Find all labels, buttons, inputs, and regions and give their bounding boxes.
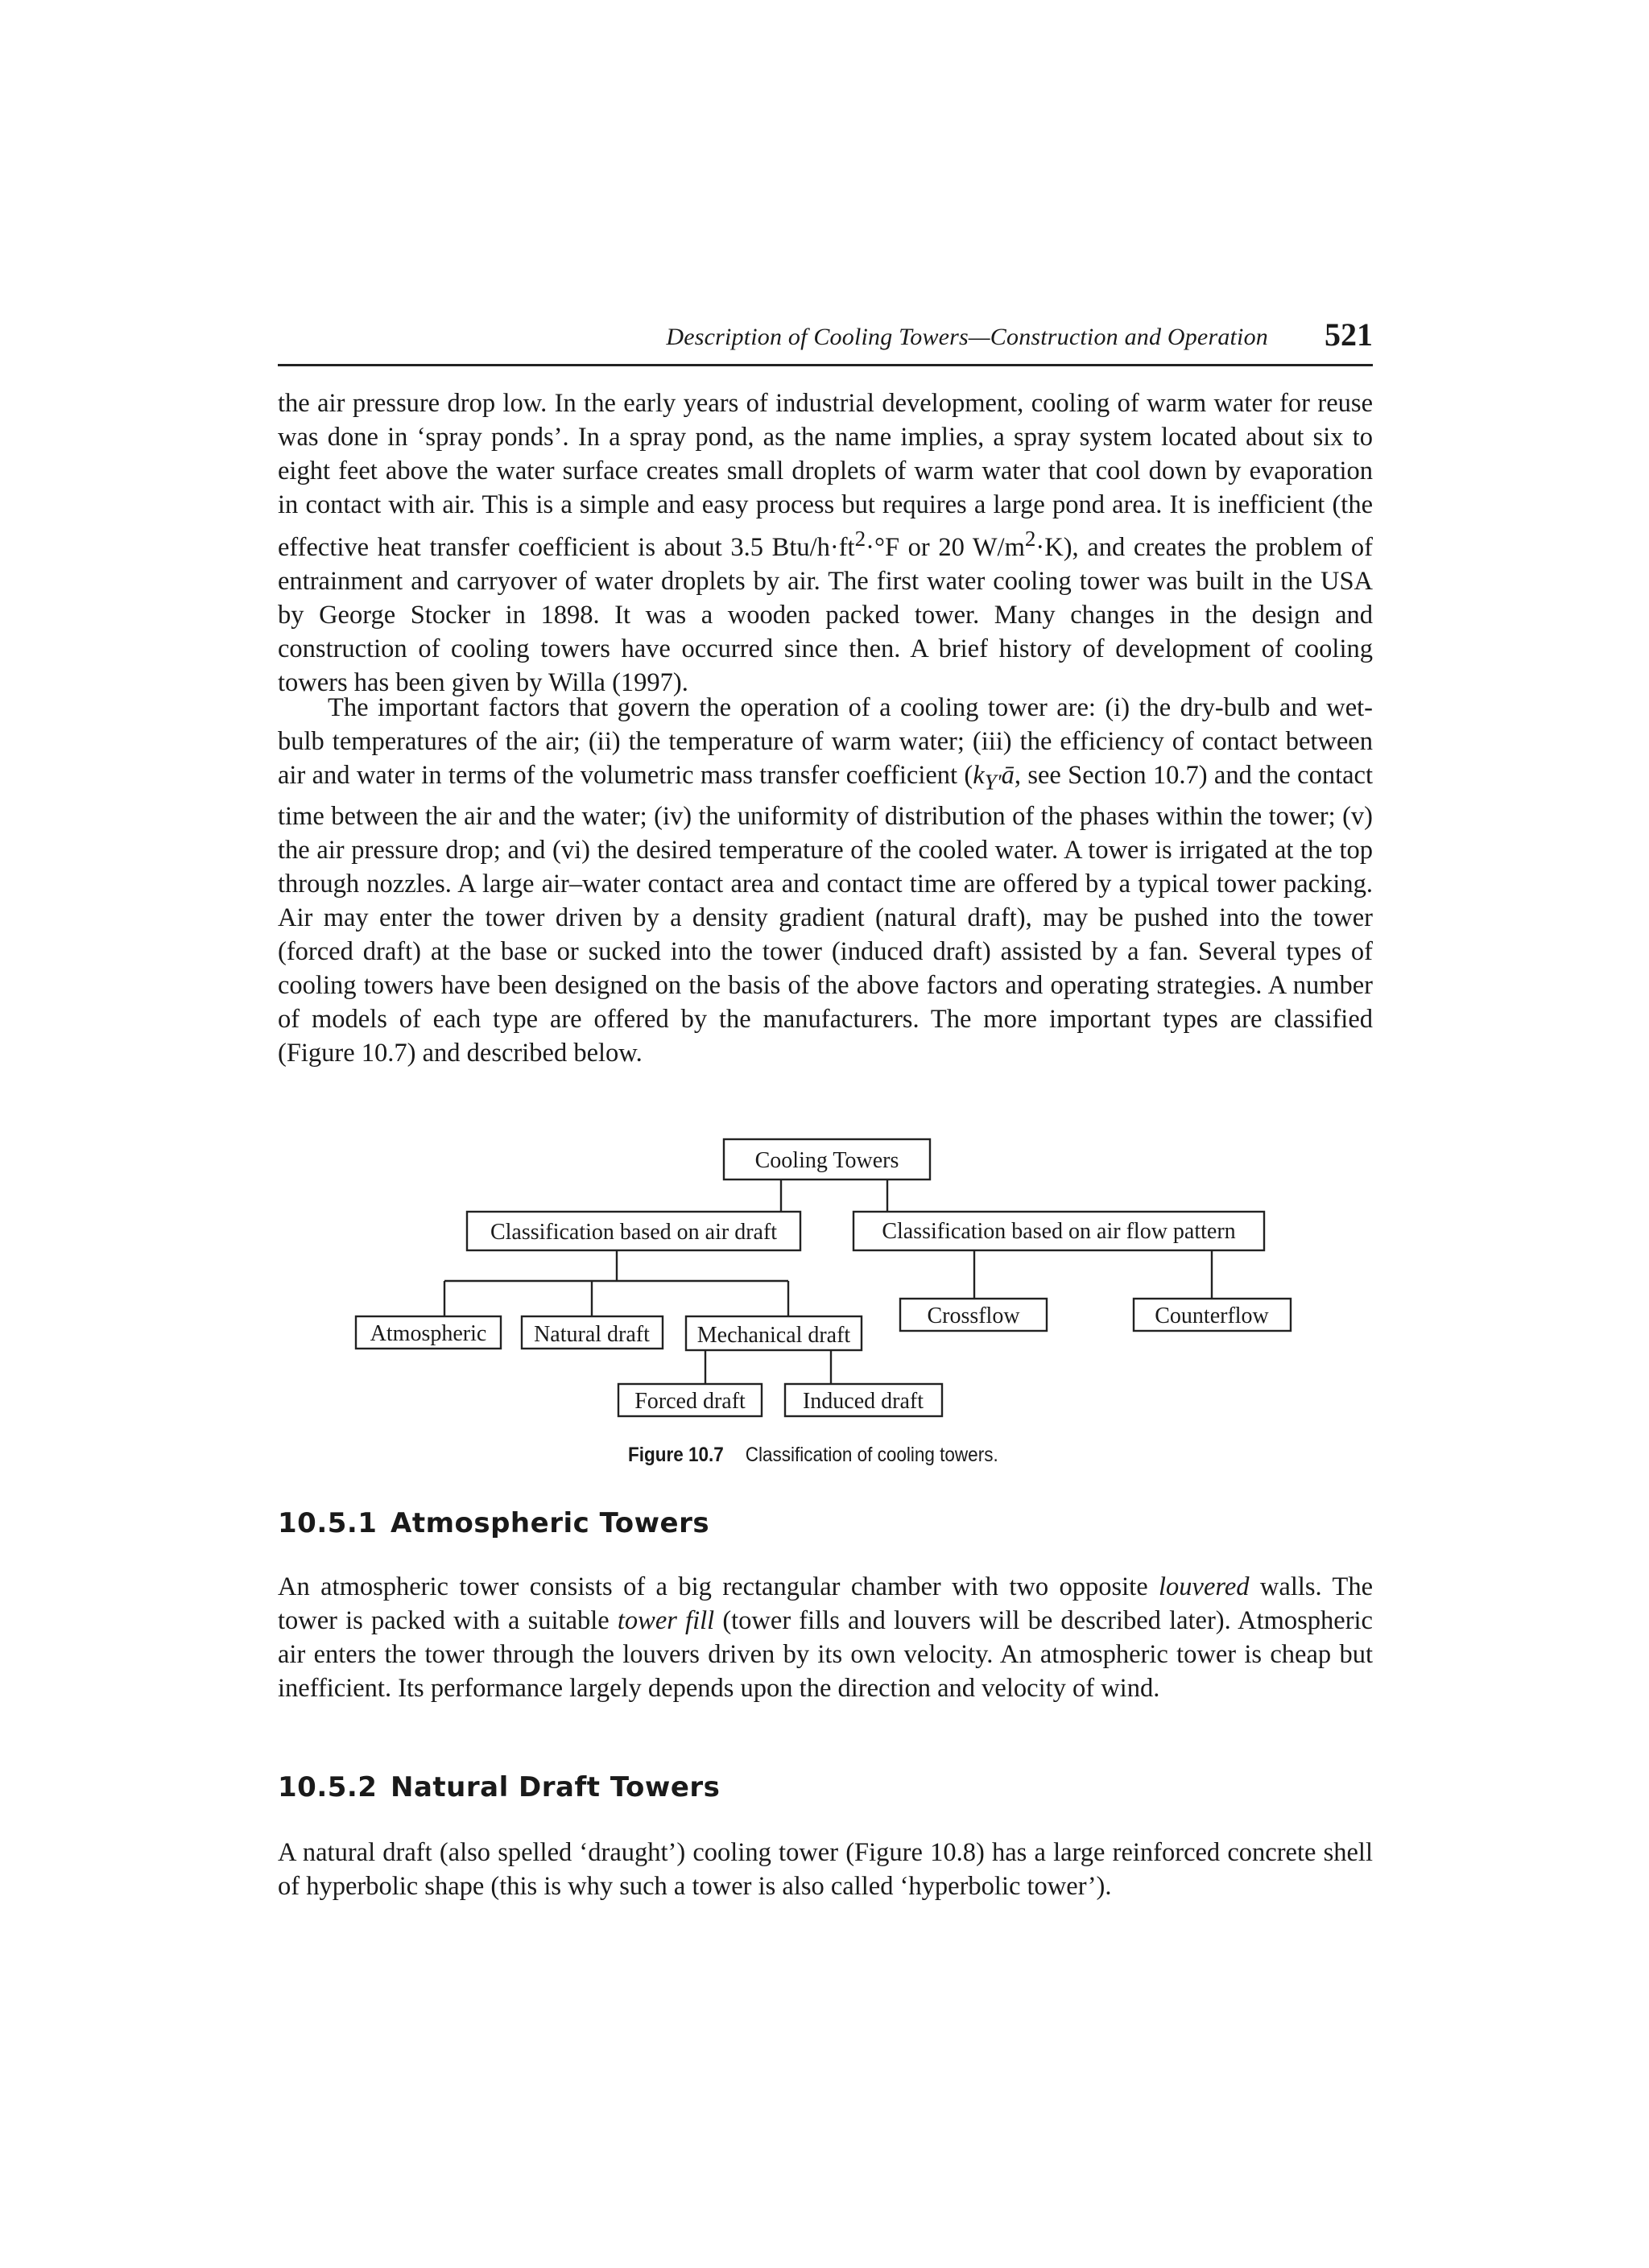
svg-text:Crossflow: Crossflow <box>927 1303 1020 1328</box>
figure-caption-text: Classification of cooling towers. <box>745 1444 998 1466</box>
math-abar: ā <box>1001 761 1015 790</box>
running-title: Description of Cooling Towers—Construction and Operation <box>666 324 1268 350</box>
section-number: 10.5.2 <box>278 1771 378 1803</box>
section-heading-atmospheric <box>278 1507 709 1539</box>
paragraph-spray-ponds: the air pressure drop low. In the early years of industrial development, cooling of warm water for reuse was done in ‘spray ponds’. In a spray pond, as the name implies, a spray system located about six to eight feet above the water surface creates small droplets of warm water that cool down by evaporation in contact with air. This is a simple and easy process but requires a large pond area. It is inefficient (the effective heat transfer coefficient is about 3.5 Btu/$h\cdot ft^2\cdot^\circ F$ or 20 $W/m^2\cdot K$), and creates the problem of entrainment and carryover of water droplets by air. The first water cooling tower was built in the USA by George Stocker in 1898. It was a wooden packed tower. Many changes in the design and construction of cooling towers have occurred since then. A brief history of development of cooling towers has been given by Willa (1997). <box>278 389 1373 697</box>
svg-text:Mechanical draft: Mechanical draft <box>696 1323 851 1348</box>
section-heading-natural-draft <box>278 1771 720 1803</box>
node-induced-draft <box>785 1384 942 1416</box>
node-classification-air-flow <box>853 1212 1264 1250</box>
paragraph-operation-factors: The important factors that govern the operation of a cooling tower are: (i) the dry-bulb and wet-bulb temperatures of the air; (ii) the temperature of warm water; (iii) the efficiency of contact between air and water in terms of the volumetric mass transfer coefficient ($k_{Y'}ā$, see Section 10.7) and the contact time between the air and the water; (iv) the uniformity of distribution of the phases within the tower; (v) the air pressure drop; and (vi) the desired temperature of the cooled water. A tower is irrigated at the top through nozzles. A large air–water contact area and contact time are offered by a typical tower packing. Air may enter the tower driven by a density gradient (natural draft), may be pushed into the tower (forced draft) at the base or sucked into the tower (induced draft) assisted by a fan. Several types of cooling towers have been designed on the basis of the above factors and operating strategies. A number of models of each type are offered by the manufacturers. The more important types are classified (Figure 10.7) and described below. <box>278 693 1373 1068</box>
svg-text:Forced draft: Forced draft <box>634 1389 746 1414</box>
svg-text:Classification based on air fl: Classification based on air flow pattern <box>882 1219 1236 1244</box>
node-natural-draft <box>522 1316 663 1349</box>
node-counterflow <box>1134 1299 1291 1331</box>
node-crossflow <box>900 1299 1047 1331</box>
page-number: 521 <box>1325 316 1373 353</box>
classification-diagram <box>346 1131 1329 1429</box>
figure-caption <box>628 1444 998 1467</box>
superscript: 2 <box>1024 527 1036 551</box>
svg-text:Natural draft: Natural draft <box>534 1322 650 1347</box>
math-k: k <box>973 761 985 790</box>
node-forced-draft <box>618 1384 762 1416</box>
paragraph-natural-draft: A natural draft (also spelled ‘draught’) cooling tower (Figure 10.8) has a large reinforced concrete shell of hyperbolic shape (this is why such a tower is also called ‘hyperbolic tower’). <box>278 1838 1373 1901</box>
node-atmospheric <box>356 1316 501 1349</box>
connector-mechanical-to-children <box>705 1350 831 1384</box>
running-header <box>278 316 1373 366</box>
figure-label: Figure 10.7 <box>628 1444 724 1466</box>
node-mechanical-draft <box>686 1316 862 1350</box>
diagram-connectors <box>444 1179 1212 1384</box>
math-subscript: Y′ <box>984 770 1002 795</box>
svg-text:Counterflow: Counterflow <box>1155 1303 1269 1328</box>
section-title: Natural Draft Towers <box>391 1771 721 1803</box>
superscript: 2 <box>854 527 866 551</box>
node-cooling-towers <box>724 1139 930 1179</box>
svg-text:Cooling Towers: Cooling Towers <box>754 1148 899 1173</box>
section-title: Atmospheric Towers <box>391 1507 710 1539</box>
node-classification-air-draft <box>467 1212 800 1250</box>
svg-text:Classification based on air dr: Classification based on air draft <box>490 1220 778 1245</box>
paragraph-atmospheric: An atmospheric tower consists of a big rectangular chamber with two opposite louvered walls. The tower is packed with a suitable tower fill (tower fills and louvers will be described later). Atmospheric air enters the tower through the louvers driven by its own velocity. An atmospheric tower is cheap but inefficient. Its performance largely depends upon the direction and velocity of wind. <box>278 1572 1374 1703</box>
svg-text:Induced draft: Induced draft <box>802 1389 924 1414</box>
connector-air-flow-to-children <box>974 1250 1212 1299</box>
svg-text:Atmospheric: Atmospheric <box>370 1321 487 1346</box>
section-number: 10.5.1 <box>278 1507 378 1539</box>
connector-air-draft-to-children <box>444 1250 788 1316</box>
